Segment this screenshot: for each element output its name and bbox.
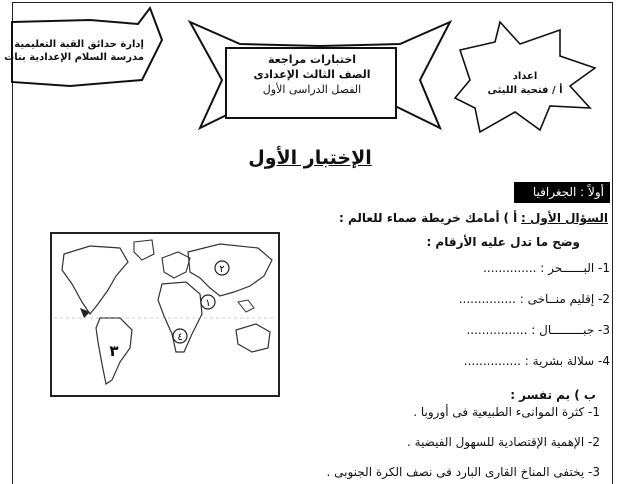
marker-label: ١: [205, 298, 211, 309]
administration-block: [4, 38, 144, 64]
part-a-prefix: أ ): [503, 211, 518, 225]
marker-label: ٢: [219, 264, 225, 275]
world-map: [50, 232, 280, 397]
prepared-by-block: [480, 70, 570, 98]
section-label: أولاً : الجغرافيا: [514, 182, 610, 203]
list-item: 3- جبـــــــــال : ................: [466, 323, 610, 337]
instruction: وضح ما تدل عليه الأرقام :: [426, 235, 580, 249]
banner-term: الفصل الدراسى الأول: [262, 83, 362, 96]
marker-label: ٣: [109, 342, 119, 360]
question-1-heading: [268, 210, 608, 226]
question-1-label: السؤال الأول :: [521, 211, 608, 225]
list-item: 4- سلالة بشرية : ...............: [463, 354, 610, 368]
part-a-text: أمامك خريطة صماء للعالم :: [338, 211, 500, 225]
list-item: 3- يختفى المناخ القارى البارد فى نصف الكرة الجنوبى .: [326, 465, 600, 479]
administration-line: إدارة حدائق القبة التعليمية: [14, 39, 144, 50]
school-line: مدرسة السلام الإعدادية بنات: [4, 52, 144, 63]
list-item: 1- البــــــحر : ..............: [483, 261, 610, 275]
list-item: 1- كثرة الموانىء الطبيعية فى أوروبا .: [413, 405, 600, 419]
marker-label: ٤: [177, 332, 183, 343]
exam-title: الإختبار الأول: [248, 147, 372, 169]
list-item: 2- الإهمية الإقتصادية للسهول الفيضية .: [407, 435, 600, 449]
banner-grade: الصف الثالث الإعدادى: [253, 68, 371, 81]
prepared-by-label: اعداد: [512, 71, 538, 82]
banner-block: [232, 52, 392, 97]
banner-title: اختبارات مراجعة: [267, 53, 357, 66]
part-b-heading: ب ) بم تفسر :: [510, 388, 596, 402]
list-item: 2- إقليم منــاخى : ...............: [458, 292, 610, 306]
teacher-name: أ / فتحية الليثى: [487, 85, 563, 96]
